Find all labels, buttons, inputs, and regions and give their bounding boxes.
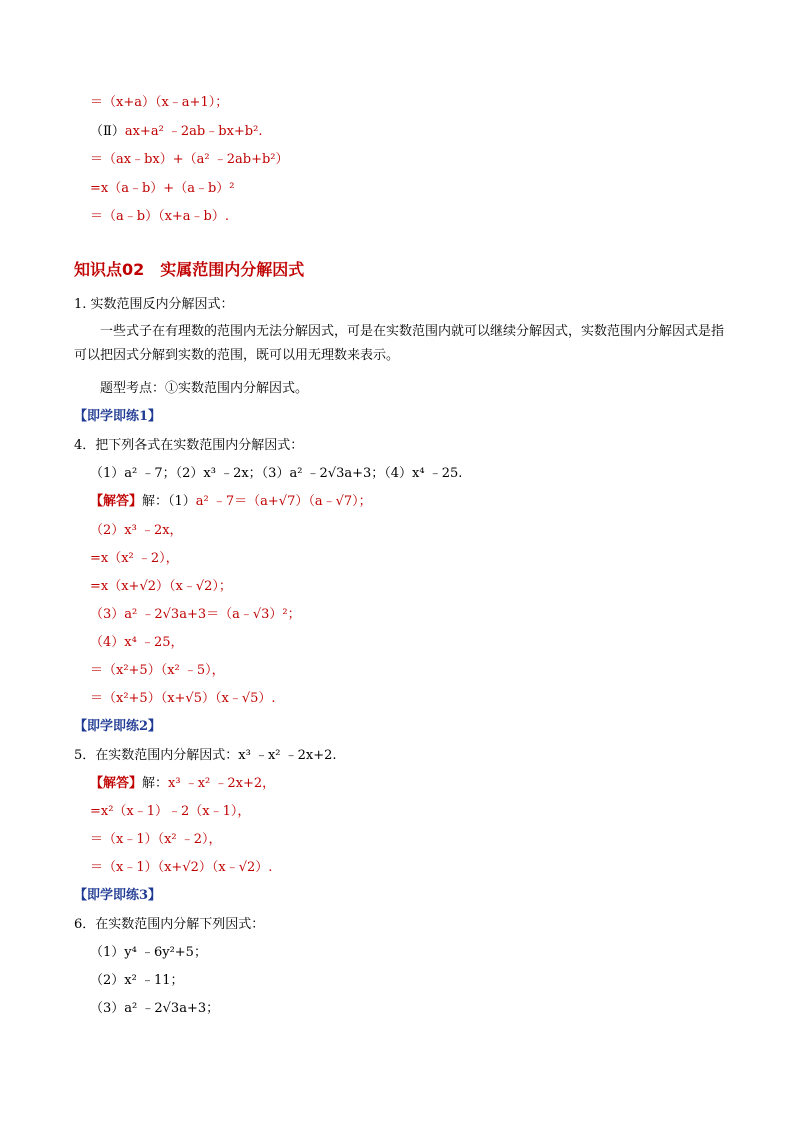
- answer-expression: a² ﹣7＝（a+√7）（a﹣√7）；: [195, 494, 372, 509]
- answer-4-line-7: ＝（x²+5）（x² ﹣5），: [90, 663, 225, 678]
- answer-4-line-5: （3）a² ﹣2√3a+3＝（a﹣√3）²；: [90, 607, 301, 622]
- solution-line-1: ＝（x+a）（x﹣a+1）；: [90, 95, 229, 110]
- part-label: （Ⅱ）: [90, 124, 125, 139]
- answer-intro: 解：（1）: [142, 494, 196, 509]
- item-title: 1. 实数范围反内分解因式：: [74, 297, 234, 312]
- answer-4-line-3: =x（x² ﹣2），: [90, 551, 179, 566]
- problem-5: 5．在实数范围内分解因式：x³ ﹣x² ﹣2x+2.: [74, 748, 337, 763]
- problem-6: 6．在实数范围内分解下列因式：: [74, 917, 265, 932]
- solution-line-4: =x（a﹣b）+（a﹣b）²: [90, 181, 235, 196]
- answer-intro: 解：: [142, 776, 169, 791]
- answer-label: 【解答】: [90, 776, 143, 791]
- practice-label-1: 【即学即练1】: [74, 409, 162, 424]
- item-kaodian: 题型考点：①实数范围内分解因式。: [100, 381, 309, 396]
- problem-4-parts: （1）a² ﹣7；（2）x³ ﹣2x；（3）a² ﹣2√3a+3；（4）x⁴ ﹣25.: [90, 466, 463, 481]
- problem-6-part-3: （3）a² ﹣2√3a+3；: [90, 1001, 220, 1016]
- answer-4-line-4: =x（x+√2）（x﹣√2）；: [90, 579, 232, 594]
- answer-expression: x³ ﹣x² ﹣2x+2，: [168, 776, 276, 791]
- solution-line-3: ＝（ax﹣bx）+（a² ﹣2ab+b²）: [90, 152, 289, 167]
- answer-label: 【解答】: [90, 494, 143, 509]
- answer-5-line-3: ＝（x﹣1）（x² ﹣2），: [90, 832, 222, 847]
- expression: ax+a² ﹣2ab﹣bx+b².: [124, 124, 263, 139]
- solution-line-2: [90, 123, 262, 141]
- section-heading: 知识点02 实属范围内分解因式: [74, 260, 305, 279]
- practice-label-3: 【即学即练3】: [74, 888, 162, 903]
- answer-4-line-6: （4）x⁴ ﹣25，: [90, 635, 184, 650]
- answer-5-line-2: =x²（x﹣1）﹣2（x﹣1），: [90, 804, 251, 819]
- solution-line-5: ＝（a﹣b）（x+a﹣b）.: [90, 209, 230, 224]
- problem-4: 4．把下列各式在实数范围内分解因式：: [74, 438, 304, 453]
- answer-5-line-1: [90, 775, 275, 793]
- problem-6-part-2: （2）x² ﹣11；: [90, 973, 184, 988]
- practice-label-2: 【即学即练2】: [74, 719, 162, 734]
- answer-5-line-4: ＝（x﹣1）（x+√2）（x﹣√2）.: [90, 860, 273, 875]
- answer-4-line-1: [90, 493, 372, 511]
- problem-6-part-1: （1）y⁴ ﹣6y²+5；: [90, 945, 207, 960]
- answer-4-line-2: （2）x³ ﹣2x，: [90, 523, 183, 538]
- item-body: 一些式子在有理数的范围内无法分解因式，可是在实数范围内就可以继续分解因式，实数范围内分解因式是指可以把因式分解到实数的范围，既可以用无理数来表示。: [74, 324, 725, 363]
- answer-4-line-8: ＝（x²+5）（x+√5）（x﹣√5）.: [90, 691, 276, 706]
